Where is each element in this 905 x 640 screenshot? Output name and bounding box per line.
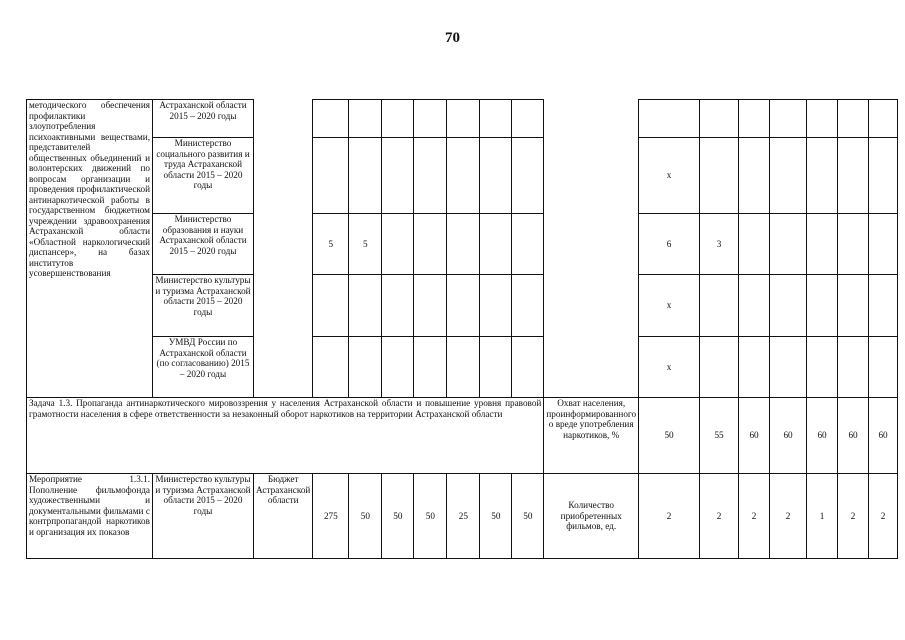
table-row — [27, 138, 898, 214]
executor-cell: Министерство социального развития и труда Астраханской области 2015 – 2020 годы — [153, 138, 254, 214]
finance-value: 50 — [512, 474, 544, 559]
executor-cell: Астраханской области 2015 – 2020 годы — [153, 100, 254, 138]
executor-cell: Министерство образования и науки Астраханской области 2015 – 2020 годы — [153, 214, 254, 275]
task-description: Задача 1.3. Пропаганда антинаркотического мировоззрения у населения Астраханской области и повышение уровня правовой грамотности населения в сфере ответственности за незаконный оборот наркотиков на территории Астраханской области — [27, 398, 544, 474]
indicator-value: х — [639, 275, 700, 337]
indicator-value: 2 — [869, 474, 898, 559]
finance-value: 25 — [447, 474, 480, 559]
indicator-value: 60 — [770, 398, 807, 474]
finance-value: 50 — [382, 474, 414, 559]
table-row — [27, 337, 898, 398]
indicator-value: х — [639, 337, 700, 398]
indicator-value: 55 — [700, 398, 739, 474]
table-row — [27, 214, 898, 275]
indicator-value: 2 — [639, 474, 700, 559]
executor-cell: Министерство культуры и туризма Астраханской области 2015 – 2020 годы — [153, 474, 254, 559]
indicator-value: 60 — [739, 398, 770, 474]
indicator-value: 60 — [869, 398, 898, 474]
executor-cell: Министерство культуры и туризма Астраханской области 2015 – 2020 годы — [153, 275, 254, 337]
finance-value: 5 — [313, 214, 349, 275]
indicator-value: 1 — [807, 474, 838, 559]
indicator-value: 2 — [838, 474, 869, 559]
activity-row — [27, 474, 898, 559]
indicator-value: 2 — [739, 474, 770, 559]
indicator-value: 2 — [770, 474, 807, 559]
finance-value: 5 — [349, 214, 382, 275]
indicator-value: 6 — [639, 214, 700, 275]
finance-value: 275 — [313, 474, 349, 559]
indicator-value: х — [639, 138, 700, 214]
indicator-name: Количество приобретенных фильмов, ед. — [544, 474, 639, 559]
program-table — [26, 99, 898, 559]
finance-value: 50 — [480, 474, 512, 559]
indicator-value: 3 — [700, 214, 739, 275]
executor-cell: УМВД России по Астраханской области (по согласованию) 2015 – 2020 годы — [153, 337, 254, 398]
funding-source: Бюджет Астраханской области — [254, 474, 313, 559]
activity-description: методического обеспечения профилактики злоупотребления психоактивными веществами, представителей общественных объединений и волонтерских движений по вопросам организации и проведения профилактической антинаркотической работы в государственном бюджетном учреждении здравоохранения Астраханской области «Областной наркологический диспансер», на базах институтов усовершенствования — [27, 100, 153, 398]
finance-value: 50 — [349, 474, 382, 559]
table-row — [27, 275, 898, 337]
indicator-value: 60 — [838, 398, 869, 474]
activity-description: Мероприятие 1.3.1. Пополнение фильмофонда художественными и документальными фильмами с контрпропагандой наркотиков и организация их показов — [27, 474, 153, 559]
indicator-name: Охват населения, проинформированного о вреде употребления наркотиков, % — [544, 398, 639, 474]
page-number: 70 — [445, 30, 460, 46]
indicator-value: 50 — [639, 398, 700, 474]
finance-value: 50 — [414, 474, 447, 559]
table-row — [27, 100, 898, 138]
indicator-value: 60 — [807, 398, 838, 474]
indicator-value: 2 — [700, 474, 739, 559]
task-row — [27, 398, 898, 474]
